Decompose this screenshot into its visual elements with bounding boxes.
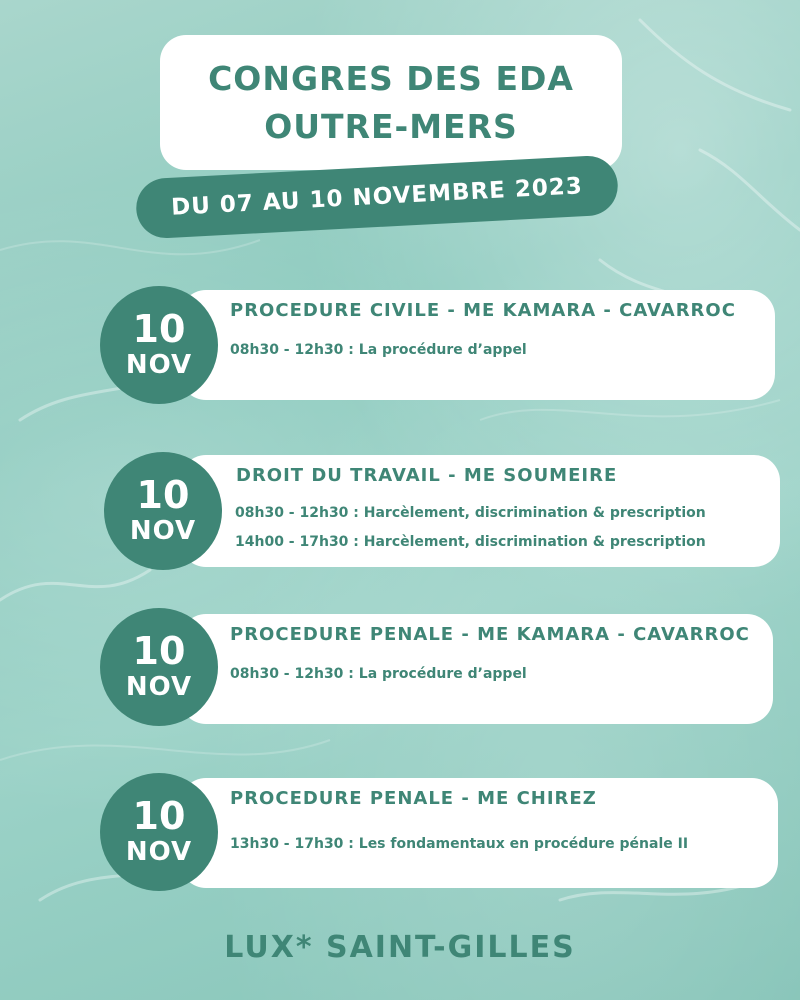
- date-range-banner: DU 07 AU 10 NOVEMBRE 2023: [135, 154, 619, 239]
- badge-month: NOV: [125, 837, 193, 867]
- date-badge: [104, 452, 222, 570]
- venue-name: LUX* SAINT-GILLES: [224, 930, 576, 965]
- session-time-line: 13h30 - 17h30 : Les fondamentaux en procédure pénale II: [230, 836, 689, 852]
- session-card: [180, 290, 775, 400]
- session-time-line: 08h30 - 12h30 : La procédure d’appel: [230, 666, 527, 682]
- badge-day: 10: [132, 629, 186, 673]
- title-line-1: CONGRES DES EDA: [208, 58, 574, 98]
- title-line-2: OUTRE-MERS: [264, 106, 518, 146]
- session-heading: PROCEDURE CIVILE - ME KAMARA - CAVARROC: [230, 300, 736, 321]
- session-heading: PROCEDURE PENALE - ME CHIREZ: [230, 788, 597, 809]
- date-badge: [100, 608, 218, 726]
- session-time-line: 08h30 - 12h30 : La procédure d’appel: [230, 342, 527, 358]
- badge-day: 10: [132, 794, 186, 838]
- date-badge: [100, 286, 218, 404]
- badge-month: NOV: [125, 672, 193, 702]
- badge-day: 10: [132, 307, 186, 351]
- session-card: [180, 614, 773, 724]
- session-card: [180, 778, 778, 888]
- session-time-line: 08h30 - 12h30 : Harcèlement, discrimination & prescription: [235, 505, 706, 521]
- session-heading: PROCEDURE PENALE - ME KAMARA - CAVARROC: [230, 624, 750, 645]
- date-badge: [100, 773, 218, 891]
- session-time-line: 14h00 - 17h30 : Harcèlement, discrimination & prescription: [235, 534, 706, 550]
- badge-month: NOV: [125, 350, 193, 380]
- badge-month: NOV: [129, 516, 197, 546]
- session-card: [180, 455, 780, 567]
- session-heading: DROIT DU TRAVAIL - ME SOUMEIRE: [236, 465, 618, 486]
- title-box: [160, 35, 622, 170]
- badge-day: 10: [136, 473, 190, 517]
